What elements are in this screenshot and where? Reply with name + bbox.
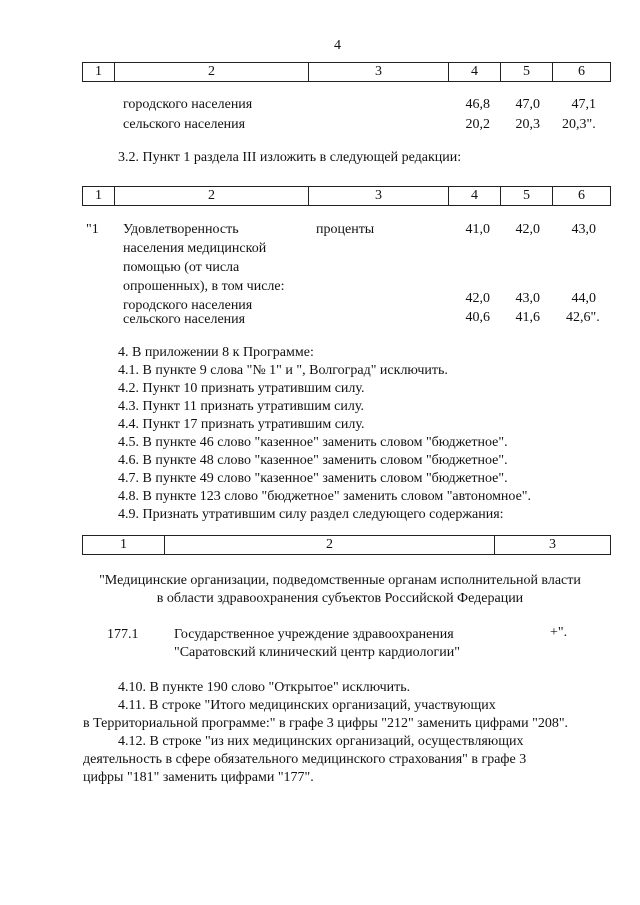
table2-subrow-v4: 40,6: [465, 310, 490, 325]
table2-subrow-v6: 42,6".: [566, 310, 600, 325]
page-number: 4: [334, 38, 341, 53]
table2-unit: проценты: [316, 222, 375, 237]
table1-row-v4: 20,2: [465, 117, 490, 132]
org-entry-mark: +".: [550, 625, 568, 640]
list-item: 4.8. В пункте 123 слово "бюджетное" заменить словом "автономное".: [118, 489, 532, 504]
table1-col-5: 5: [501, 63, 553, 82]
list-item: 4.2. Пункт 10 признать утратившим силу.: [118, 381, 365, 396]
table2-desc-line: населения медицинской: [123, 241, 267, 256]
table1-col-2: 2: [115, 63, 309, 82]
table2-subrow-label: городского населения: [123, 298, 253, 313]
table1-row-label: городского населения: [123, 97, 253, 112]
table1-row-label: сельского населения: [123, 117, 246, 132]
list-item: 4.7. В пункте 49 слово "казенное" заменить словом "бюджетное".: [118, 471, 508, 486]
list-item: 4.4. Пункт 17 признать утратившим силу.: [118, 417, 365, 432]
org-entry-number: 177.1: [107, 627, 139, 642]
table2-col-3: 3: [309, 187, 449, 206]
table1-col-3: 3: [309, 63, 449, 82]
paragraph-4-11-line: 4.11. В строке "Итого медицинских организаций, участвующих: [118, 698, 496, 713]
table2-main-v6: 43,0: [571, 222, 596, 237]
paragraph-3-2: 3.2. Пункт 1 раздела III изложить в следующей редакции:: [118, 150, 462, 165]
table1-col-1: 1: [83, 63, 115, 82]
section-heading-line: "Медицинские организации, подведомственные органам исполнительной власти: [99, 573, 581, 588]
list-item: 4. В приложении 8 к Программе:: [118, 345, 314, 360]
org-entry-name: "Саратовский клинический центр кардиологии": [174, 645, 460, 660]
list-item: 4.6. В пункте 48 слово "казенное" заменить словом "бюджетное".: [118, 453, 508, 468]
table1-row-v5: 20,3: [515, 117, 540, 132]
table1-col-4: 4: [449, 63, 501, 82]
table3-col-2: 2: [165, 536, 495, 555]
table2-header: [82, 186, 611, 206]
list-item: 4.3. Пункт 11 признать утратившим силу.: [118, 399, 364, 414]
table1-row-v4: 46,8: [465, 97, 490, 112]
table3-header: [82, 535, 611, 555]
list-item: 4.9. Признать утратившим силу раздел следующего содержания:: [118, 507, 504, 522]
paragraph-4-12-line: деятельность в сфере обязательного медицинского страхования" в графе 3: [83, 752, 527, 767]
paragraph-4-10: 4.10. В пункте 190 слово "Открытое" исключить.: [118, 680, 411, 695]
section-heading-line: в области здравоохранения субъектов Российской Федерации: [156, 591, 524, 606]
list-item: 4.1. В пункте 9 слова "№ 1" и ", Волгоград" исключить.: [118, 363, 448, 378]
table2-desc-line: помощью (от числа: [123, 260, 240, 275]
table2-subrow-v4: 42,0: [465, 291, 490, 306]
table1-col-6: 6: [553, 63, 611, 82]
list-item: 4.5. В пункте 46 слово "казенное" заменить словом "бюджетное".: [118, 435, 508, 450]
paragraph-4-11-line: в Территориальной программе:" в графе 3 цифры "212" заменить цифрами "208".: [83, 716, 569, 731]
table2-col-5: 5: [501, 187, 553, 206]
table2-main-v4: 41,0: [465, 222, 490, 237]
table2-main-v5: 42,0: [515, 222, 540, 237]
table2-desc-line: Удовлетворенность: [123, 222, 239, 237]
table1-row-v5: 47,0: [515, 97, 540, 112]
table2-col-2: 2: [115, 187, 309, 206]
table3-col-1: 1: [83, 536, 165, 555]
table2-desc-line: опрошенных), в том числе:: [123, 279, 285, 294]
table2-col-1: 1: [83, 187, 115, 206]
paragraph-4-12-line: цифры "181" заменить цифрами "177".: [83, 770, 314, 785]
table3-col-3: 3: [495, 536, 611, 555]
table2-subrow-v5: 41,6: [515, 310, 540, 325]
table1-row-v6: 20,3".: [562, 117, 596, 132]
table2-subrow-v5: 43,0: [515, 291, 540, 306]
table2-col-4: 4: [449, 187, 501, 206]
paragraph-4-12-line: 4.12. В строке "из них медицинских организаций, осуществляющих: [118, 734, 524, 749]
org-entry-name: Государственное учреждение здравоохранения: [174, 627, 454, 642]
table1-row-v6: 47,1: [571, 97, 596, 112]
table2-col-6: 6: [553, 187, 611, 206]
table2-subrow-label: сельского населения: [123, 312, 246, 327]
table2-subrow-v6: 44,0: [571, 291, 596, 306]
table2-row-number: "1: [86, 222, 99, 237]
table1-header: [82, 62, 611, 82]
